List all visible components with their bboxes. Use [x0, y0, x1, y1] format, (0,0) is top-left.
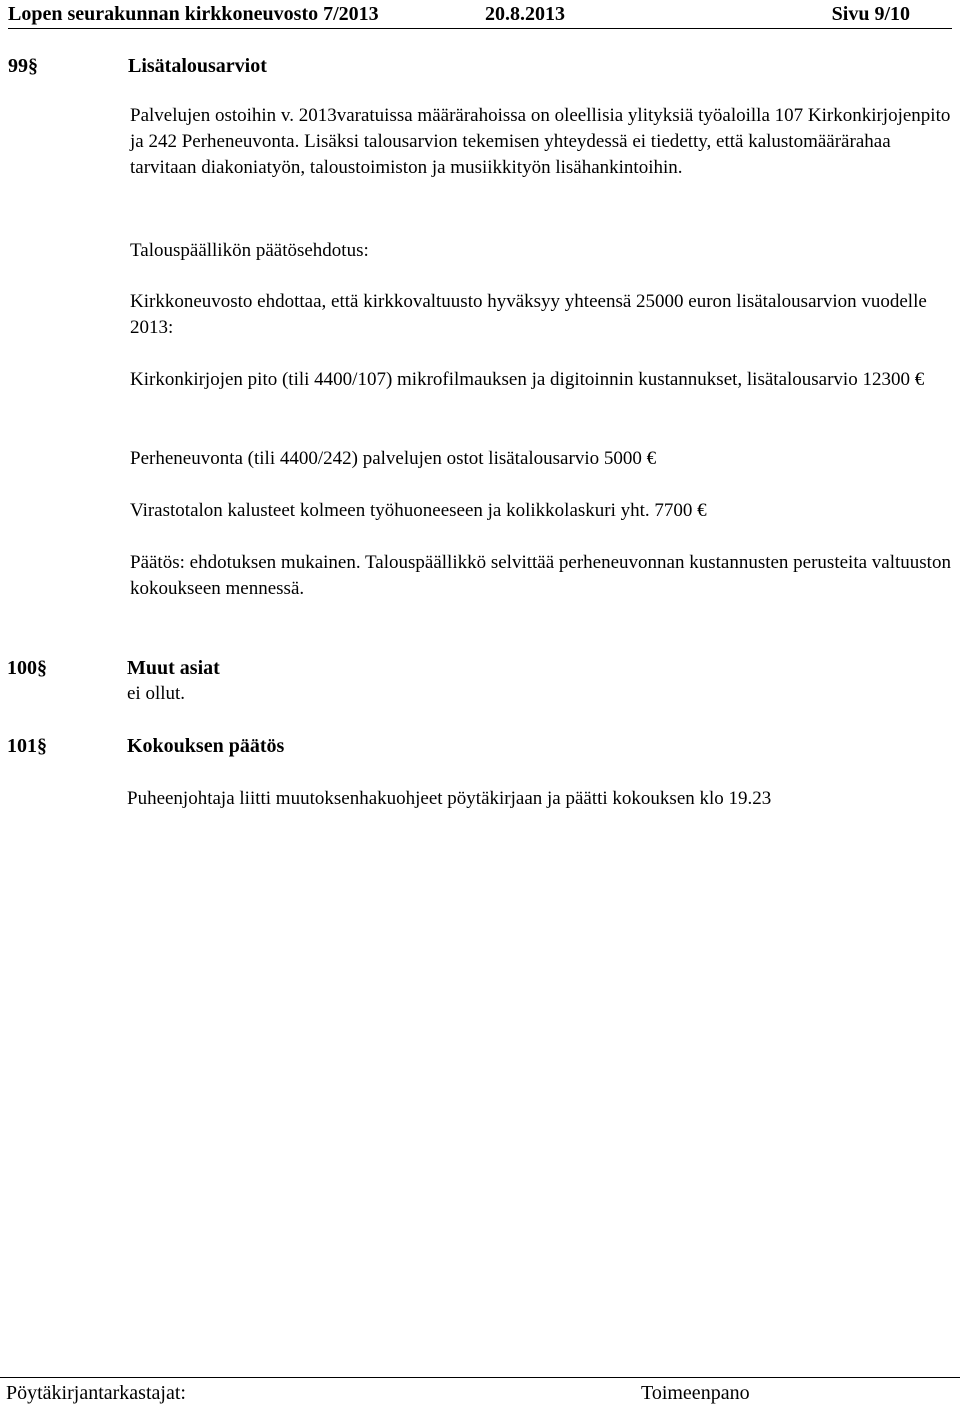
decision-text: Päätös: ehdotuksen mukainen. Talouspäällikkö selvittää perheneuvonnan kustannusten perusteita valtuuston kokoukseen mennessä. [130, 552, 951, 599]
section-100-text: ei ollut. [127, 683, 186, 704]
section-number: 100§ [7, 657, 47, 679]
section-title: Kokouksen päätös [127, 735, 285, 757]
section-title: Lisätalousarviot [128, 55, 267, 77]
budget-item-kalusteet: Virastotalon kalusteet kolmeen työhuoneeseen ja kolikkolaskuri yht. 7700 € [130, 500, 707, 521]
section-101-heading [7, 733, 907, 759]
proposal-text: Kirkkoneuvosto ehdottaa, että kirkkovaltuusto hyväksyy yhteensä 25000 euron lisätalousarvion vuodelle 2013: [130, 291, 927, 338]
proposal-label: Talouspäällikön päätösehdotus: [130, 240, 369, 261]
section-number: 101§ [7, 735, 47, 757]
budget-item-perheneuvonta: Perheneuvonta (tili 4400/242) palvelujen ostot lisätalousarvio 5000 € [130, 448, 657, 469]
page-header [8, 0, 952, 29]
section-100-heading [7, 655, 907, 681]
document-title: Lopen seurakunnan kirkkoneuvosto 7/2013 [8, 3, 379, 25]
meeting-date: 20.8.2013 [485, 3, 565, 25]
section-99-paragraph-intro: Palvelujen ostoihin v. 2013varatuissa määrärahoissa on oleellisia ylityksiä työaloilla 107 Kirkonkirjojenpito ja 242 Perheneuvonta. Lisäksi talousarvion tekemisen yhteydessä ei tiedetty, että kalustomäärärahaa tarvitaan diakoniatyön, taloustoimiston ja musiikkityön lisähankintoihin. [130, 105, 951, 178]
section-number: 99§ [8, 55, 38, 77]
budget-item-kirkonkirjat: Kirkonkirjojen pito (tili 4400/107) mikrofilmauksen ja digitoinnin kustannukset, lisätalousarvio 12300 € [130, 369, 925, 390]
page-number: Sivu 9/10 [831, 3, 910, 25]
section-title: Muut asiat [127, 657, 220, 679]
footer-execution-label: Toimeenpano [641, 1382, 750, 1404]
page-footer [0, 1377, 960, 1408]
footer-reviewers-label: Pöytäkirjantarkastajat: [6, 1382, 186, 1404]
section-101-text: Puheenjohtaja liitti muutoksenhakuohjeet pöytäkirjaan ja päätti kokouksen klo 19.23 [127, 788, 772, 809]
section-99-heading [8, 53, 908, 79]
